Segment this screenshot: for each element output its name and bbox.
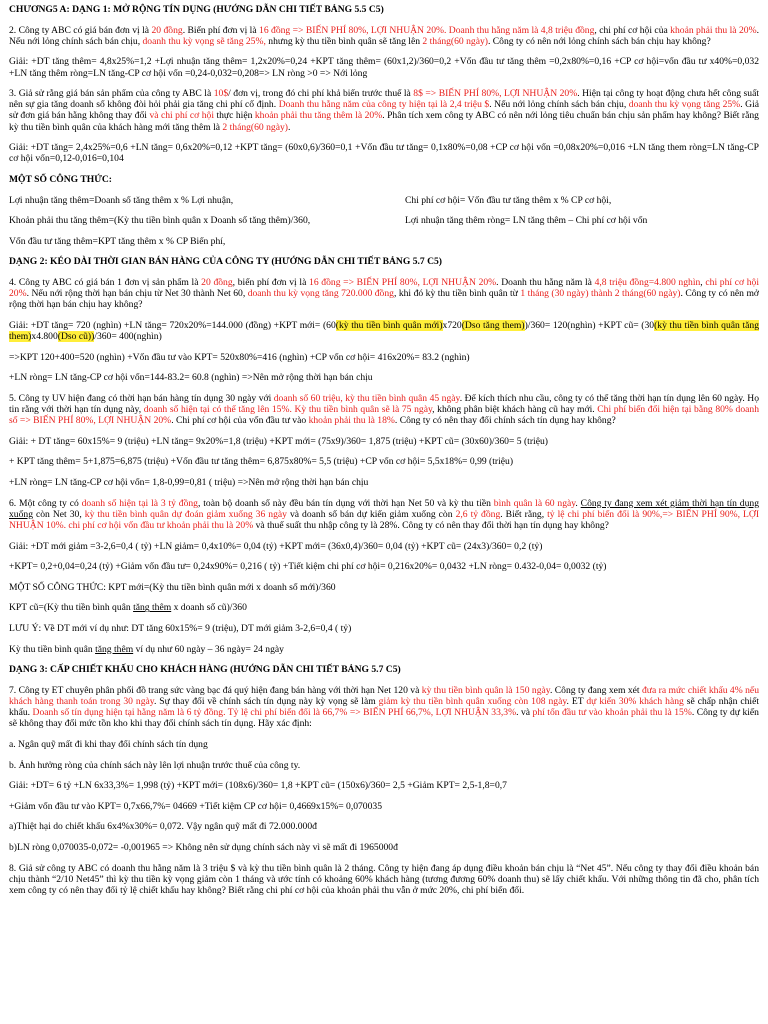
paragraph xyxy=(9,602,759,613)
paragraph xyxy=(9,320,759,342)
red-text-run: khoản phải thu tăng thêm là 20% xyxy=(254,110,383,122)
paragraph xyxy=(9,760,759,771)
red-text-run: bình quân là 60 ngày xyxy=(493,497,576,509)
text-run: +LN ròng= LN tăng-CP cơ hội vốn=144-83.2= 60.8 (nghìn) =>Nên mở rộng thời hạn bán chịu xyxy=(9,372,373,384)
text-run: CHƯƠNG5 A: DẠNG 1: MỞ RỘNG TÍN DỤNG (HƯỚNG DẪN CHI TIẾT BẢNG 5.5 C5) xyxy=(9,4,384,15)
red-text-run: doanh thu kỳ vọng tăng 720.000 đồng xyxy=(247,288,394,300)
text-run: . Công ty dự kiến sẽ không thay đổi mức tồn kho khi thay đổi chính sách tín dụng. Hãy xác định: xyxy=(9,707,759,730)
red-text-run: 1 tháng (30 ngày) thành 2 tháng(60 ngày) xyxy=(520,288,681,300)
text-run: / đơn vị, trong đó chi phí khả biến trước thuế là xyxy=(228,88,414,100)
text-run: . Phân tích xem công ty ABC có nên nới lỏng tiêu chuẩn bán chịu sản phẩm hay không? Biết rằng kỳ thu tiền bình quân của khách hàng mới tăng thêm là xyxy=(9,110,759,133)
text-run: . Sự thay đổi về chính sách tín dụng này kỳ vọng sẽ làm xyxy=(153,696,379,707)
paragraph xyxy=(9,685,759,730)
text-run: Khoản phải thu tăng thêm=(Kỳ thu tiền bình quân x Doanh số tăng thêm)/360, xyxy=(9,215,311,227)
paragraph xyxy=(9,88,759,133)
text-run: b. Ảnh hưởng ròng của chính sách này lên lợi nhuận trước thuế của công ty. xyxy=(9,759,301,771)
text-run: Giải: +DT tăng thêm= 4,8x25%=1,2 +Lợi nhuận tăng thêm= 1,2x20%=0,24 +KPT tăng thêm= (60x1,2)/360=0,2 +Vốn đầu tư tăng thêm =0,2x80%=0,16 +CP cơ hội=vốn đầu tư x40%=0,032 +LN tăng thêm ròng=LN tăng-CP cơ hội vốn =0,24-0,032=0,208=> LN ròng >0 => Nới lỏng xyxy=(9,56,759,79)
text-run: =>KPT 120+400=520 (nghìn) +Vốn đầu tư vào KPT= 520x80%=416 (nghìn) +CP vốn cơ hội= 416x20%= 83.2 (nghìn) xyxy=(9,351,470,363)
red-text-run: chi phí cơ hội 20% xyxy=(9,277,760,300)
red-text-run: 20 đồng xyxy=(151,24,183,36)
red-text-run: giảm kỳ thu tiền bình quân xuống còn 108 ngày xyxy=(378,696,567,707)
text-run: . và xyxy=(516,707,533,719)
highlighted-text-run: (Dso tăng them) xyxy=(461,319,525,331)
paragraph xyxy=(9,644,759,655)
paragraph xyxy=(9,801,759,812)
text-run: và thuế suất thu nhập công ty là 28%. Công ty có nên thay đổi thời hạn tín dụng hay không? xyxy=(253,519,609,531)
paragraph xyxy=(9,561,759,572)
text-run: . Công ty đang xem xét xyxy=(549,684,642,696)
text-run: sẽ chấp nhận chiết khấu. xyxy=(9,696,760,719)
text-run: MỘT SỐ CÔNG THỨC: KPT mới=(Kỳ thu tiền bình quân mới x doanh số mới)/360 xyxy=(9,581,336,593)
highlighted-text-run: (Dso cũ)) xyxy=(57,331,95,342)
text-run: 3. Giả sử rằng giá bán sản phẩm của công ty ABC là xyxy=(9,88,214,100)
underlined-text-run: Công ty đang xem xét giảm thời hạn tín dụng xuống xyxy=(9,497,759,520)
red-text-run: 2 tháng(60 ngày) xyxy=(422,35,488,47)
text-run: x doanh số cũ)/360 xyxy=(171,602,247,614)
text-run: 4. Công ty ABC có giá bán 1 đơn vị sản phẩm là xyxy=(9,277,202,288)
red-text-run: doanh số hiện tại có thể tăng lên 15%. Kỳ thu tiền bình quân sẽ là 75 ngày xyxy=(143,404,433,415)
text-run: Giải: +DT tăng= 2,4x25%=0,6 +LN tăng= 0,6x20%=0,12 +KPT tăng= (60x0,6)/360=0,1 +Vốn đầu tư tăng= 0,1x80%=0,08 +CP cơ hội vốn =0,08x20%=0,016 +LN tăng them ròng=LN tăng-CP cơ hội vốn=0,12-0,016=0,104 xyxy=(9,142,759,165)
paragraph xyxy=(9,498,759,531)
red-text-run: 8$ => BIẾN PHÍ 80%, LỢI NHUẬN 20% xyxy=(413,88,578,100)
text-run: /360= 400(nghìn) xyxy=(94,331,162,342)
text-run: +KPT= 0,2+0,04=0,24 (tỷ) +Giảm vốn đầu tư= 0,24x90%= 0,216 ( tỷ) +Tiết kiệm chi phí cơ hội= 0,216x20%= 0,0432 +LN ròng= 0.432-0,04= 0,0032 (tỷ) xyxy=(9,561,607,573)
red-text-run: phí tổn đầu tư vào khoản phải thu là 15% xyxy=(532,707,692,719)
red-text-run: khoản phải thu là 20% xyxy=(670,24,757,36)
underlined-text-run: tăng thêm xyxy=(95,643,134,655)
red-text-run: tỷ lệ chi phí biến đổi là 90%,=> BIẾN PHÍ 90%, LỢI NHUẬN 10%. chi phí cơ hội vốn đầu tư khoản phải thu là 20% xyxy=(9,508,760,531)
red-text-run: kỳ thu tiền bình quân dự đoán giảm xuống 36 ngày xyxy=(84,508,287,520)
text-run: . Công ty có nên thay đổi chính sách tín dụng hay không? xyxy=(394,415,616,427)
text-run: , biến phí đơn vị là xyxy=(232,277,310,288)
formula-row xyxy=(9,195,759,206)
paragraph xyxy=(9,277,759,310)
text-run: và doanh số bán dự kiến giảm xuống còn xyxy=(286,508,456,520)
red-text-run: doanh thu kỳ vọng tăng 25% xyxy=(628,99,741,111)
text-run: . Biến phí đơn vị là xyxy=(182,24,260,36)
text-run: Vốn đầu tư tăng thêm=KPT tăng thêm x % CP Biến phí, xyxy=(9,235,226,247)
section-heading xyxy=(9,256,759,267)
text-run: x720 xyxy=(442,319,462,331)
red-text-run: khoản phải thu là 18% xyxy=(308,415,395,427)
red-text-run: doanh số hiện tại là 3 tỷ đồng xyxy=(81,497,198,509)
text-run: x4.800 xyxy=(31,331,58,342)
text-run: Giải: +DT mới giảm =3-2,6=0,4 ( tỷ) +LN giảm= 0,4x10%= 0,04 (tỷ) +KPT mới= (36x0,4)/360= 0,04 (tỷ) +KPT cũ= (24x3)/360= 0,2 (tỷ) xyxy=(9,540,543,552)
text-run: . Doanh thu hằng năm là xyxy=(496,277,595,288)
text-run: . Giả sử đơn giá bán hằng không thay đổi xyxy=(9,99,759,122)
paragraph xyxy=(9,436,759,447)
text-run: . Biết rằng, xyxy=(500,508,548,520)
text-run: b)LN ròng 0,070035-0,072= -0,001965 => Không nên sử dụng chính sách này vì sẽ mất đi 1965000đ xyxy=(9,842,398,853)
text-run: ví dụ như 60 ngày – 36 ngày= 24 ngày xyxy=(133,643,284,655)
section-heading xyxy=(9,174,759,185)
text-run: , xyxy=(700,277,706,288)
text-run: LƯU Ý: Về DT mới ví dụ như: DT tăng 60x15%= 9 (triệu), DT mới giảm 3-2,6=0,4 ( tỷ) xyxy=(9,623,352,634)
text-run: . Nếu nới lỏng chính sách bán chịu, xyxy=(489,99,629,111)
paragraph xyxy=(9,352,759,363)
text-run: , không phân biệt khách hàng cũ hay mới. xyxy=(432,404,598,415)
formula-cell xyxy=(9,195,405,206)
text-run: Lợi nhuận tăng thêm ròng= LN tăng thêm – Chi phí cơ hội vốn xyxy=(405,215,648,227)
paragraph xyxy=(9,25,759,47)
red-text-run: 4,8 triệu đồng=4.800 nghìn xyxy=(594,277,701,288)
formula-cell xyxy=(9,215,405,226)
paragraph xyxy=(9,541,759,552)
text-run: a)Thiệt hại do chiết khấu 6x4%x30%= 0,072. Vậy ngân quỹ mất đi 72.000.000đ xyxy=(9,821,317,833)
text-run: 5. Công ty UV hiện đang có thời hạn bán hàng tín dụng 30 ngày với xyxy=(9,392,274,404)
text-run: . Công ty có nên mở rộng thời hạn bán chịu hay không? xyxy=(9,288,759,311)
red-text-run: doanh số 60 triệu, kỳ thu tiền bình quân 45 ngày xyxy=(273,392,460,404)
text-run: MỘT SỐ CÔNG THỨC: xyxy=(9,173,112,185)
highlighted-text-run: (kỳ thu tiền bình quân tăng them) xyxy=(9,319,759,342)
text-run: DẠNG 2: KÉO DÀI THỜI GIAN BÁN HÀNG CỦA CÔNG TY (HƯỚNG DẪN CHI TIẾT BẢNG 5.7 C5) xyxy=(9,256,443,268)
paragraph xyxy=(9,623,759,634)
paragraph xyxy=(9,739,759,750)
text-run: nhưng kỳ thu tiền bình quân sẽ tăng lên xyxy=(265,35,423,47)
text-run: . Nếu nới lỏng chính sách bán chịu, xyxy=(9,24,759,47)
red-text-run: 20 đồng xyxy=(201,277,233,288)
paragraph xyxy=(9,842,759,853)
red-text-run: dự kiến 30% khách hàng xyxy=(586,696,684,707)
paragraph xyxy=(9,56,759,78)
paragraph xyxy=(9,863,759,896)
formula-row xyxy=(9,215,759,226)
red-text-run: 2,6 tỷ đồng xyxy=(455,508,501,520)
text-run: thực hiện xyxy=(213,110,255,122)
red-text-run: kỳ thu tiền bình quân là 150 ngày xyxy=(421,684,550,696)
section-heading xyxy=(9,4,759,15)
red-text-run: 2 tháng(60 ngày) xyxy=(222,121,288,133)
paragraph xyxy=(9,456,759,467)
text-run: 8. Giả sử công ty ABC có doanh thu hằng năm là 3 triệu $ và kỳ thu tiền bình quân là 2 tháng. Công ty hiện đang áp dụng điều khoản bán chịu là “Net 45”. Nếu công ty thay đổi điều khoản bán chịu thành “2/10 Net45” thì kỳ thu tiền kỳ vọng giảm còn 1 tháng và ước tính có khoảng 60% khách hàng (tương đương 60% doanh thu) sẽ lấy chiết khấu. Với những thông tin đã cho, phân tích xem công ty có nên thay đổi tỷ lệ chiết khấu hay không? Biết rằng chi phí cơ hội của khoản phải thu vẫn ở mức 20%, chi phí biến đổi. xyxy=(9,862,759,896)
text-run: , toàn bộ doanh số này đều bán tín dụng với thời hạn Net 50 và kỳ thu tiền xyxy=(197,497,494,509)
underlined-text-run: tăng thêm xyxy=(133,602,172,614)
red-text-run: đưa ra mức chiết khấu 4% nếu khách hàng thanh toán trong 30 ngày xyxy=(9,684,759,707)
red-text-run: Chi phí biến đổi hiện tại bằng 80% doanh số => BIẾN PHÍ 80%, LỢI NHUẬN 20% xyxy=(9,404,759,427)
text-run: . xyxy=(575,497,581,509)
text-run: 7. Công ty ET chuyên phân phối đồ trang sức vàng bạc đá quý hiện đang bán hàng với thời hạn Net 120 và xyxy=(9,684,422,696)
text-run: . Hiện tại công ty hoạt động chưa hết công suất nên sự gia tăng doanh số không đòi hỏi phải gia tăng chi phí cố định. xyxy=(9,88,759,111)
paragraph xyxy=(9,142,759,164)
text-run: + KPT tăng thêm= 5+1,875=6,875 (triệu) +Vốn đầu tư tăng thêm= 6,875x80%= 5,5 (triệu) +CP vốn cơ hội= 5,5x18%= 0,99 (triệu) xyxy=(9,456,514,468)
text-run: . ET xyxy=(566,696,587,707)
text-run: Chi phí cơ hội= Vốn đầu tư tăng thêm x % CP cơ hội, xyxy=(405,194,612,206)
section-heading xyxy=(9,664,759,675)
red-text-run: 10$ xyxy=(213,88,229,100)
paragraph xyxy=(9,821,759,832)
red-text-run: 16 đồng => BIẾN PHÍ 80%, LỢI NHUẬN 20% xyxy=(309,277,497,288)
paragraph xyxy=(9,236,759,247)
paragraph xyxy=(9,477,759,488)
text-run: còn Net 30, xyxy=(32,508,85,520)
text-run: DẠNG 3: CẤP CHIẾT KHẤU CHO KHÁCH HÀNG (HƯỚNG DẪN CHI TIẾT BẢNG 5.7 C5) xyxy=(9,664,401,676)
text-run: . Công ty có nên nới lỏng chính sách bán chịu hay không? xyxy=(487,35,711,47)
red-text-run: và chi phí cơ hội xyxy=(149,110,214,122)
text-run: . Để kích thích nhu cầu, công ty có thể tăng thời hạn tín dụng lên 60 ngày. Họ tin rằng với thời hạn tín dụng này, xyxy=(9,392,760,415)
paragraph xyxy=(9,393,759,426)
text-run: Giải: +DT= 6 tỷ +LN 6x33,3%= 1,998 (tỷ) +KPT mới= (108x6)/360= 1,8 +KPT cũ= (150x6)/360= 2,5 +Giảm KPT= 2,5-1,8=0,7 xyxy=(9,780,507,792)
text-run: KPT cũ=(Kỳ thu tiền bình quân xyxy=(9,602,134,614)
text-run: Kỳ thu tiền bình quân xyxy=(9,643,96,655)
red-text-run: Doanh số tín dụng hiện tại hằng năm là 6 tỷ đồng. Tỷ lệ chi phí biến đổi là 66,7% => BIẾN PHÍ 66,7%, LỢI NHUẬN 33,3% xyxy=(32,707,517,719)
text-run: Lợi nhuận tăng thêm=Doanh số tăng thêm x % Lợi nhuận, xyxy=(9,194,234,206)
text-run: +LN ròng= LN tăng-CP cơ hội vốn= 1,8-0,99=0,81 ( triệu) =>Nên mở rộng thời hạn bán chịu xyxy=(9,477,369,488)
formula-cell xyxy=(405,195,759,206)
red-text-run: 16 đồng => BIẾN PHÍ 80%, LỢI NHUẬN 20%. Doanh thu hằng năm là 4,8 triệu đồng xyxy=(259,24,595,36)
text-run: 6. Một công ty có xyxy=(9,497,82,509)
text-run: 2. Công ty ABC có giá bán đơn vị là xyxy=(9,24,152,36)
text-run: . Nếu nới rộng thời hạn bán chịu từ Net 30 thành Net 60, xyxy=(26,288,248,300)
text-run: )/360= 120(nghìn) +KPT cũ= (30 xyxy=(524,319,655,331)
text-run: Giải: +DT tăng= 720 (nghìn) +LN tăng= 720x20%=144.000 (đồng) +KPT mới= (60 xyxy=(9,319,336,331)
highlighted-text-run: (kỳ thu tiền bình quân mới) xyxy=(335,319,443,331)
formula-cell xyxy=(405,215,759,226)
paragraph xyxy=(9,372,759,383)
text-run: +Giảm vốn đầu tư vào KPT= 0,7x66,7%= 04669 +Tiết kiệm CP cơ hội= 0,4669x15%= 0,070035 xyxy=(9,800,382,812)
red-text-run: doanh thu kỳ vọng sẽ tăng 25%, xyxy=(142,35,266,47)
text-run: , chi phí cơ hội của xyxy=(594,24,671,36)
paragraph xyxy=(9,780,759,791)
text-run: . Chi phí cơ hội của vốn đầu tư vào xyxy=(171,415,309,427)
red-text-run: Doanh thu hằng năm của công ty hiện tại là 2,4 triệu $ xyxy=(278,99,490,111)
text-run: a. Ngân quỹ mất đi khi thay đổi chính sách tín dụng xyxy=(9,738,208,750)
text-run: , khi đó kỳ thu tiền bình quân từ xyxy=(393,288,521,300)
text-run: . xyxy=(287,121,291,133)
paragraph xyxy=(9,582,759,593)
text-run: Giải: + DT tăng= 60x15%= 9 (triệu) +LN tăng= 9x20%=1,8 (triệu) +KPT mới= (75x9)/360= 1,875 (triệu) +KPT cũ= (30x60)/360= 5 (triệu) xyxy=(9,435,548,447)
